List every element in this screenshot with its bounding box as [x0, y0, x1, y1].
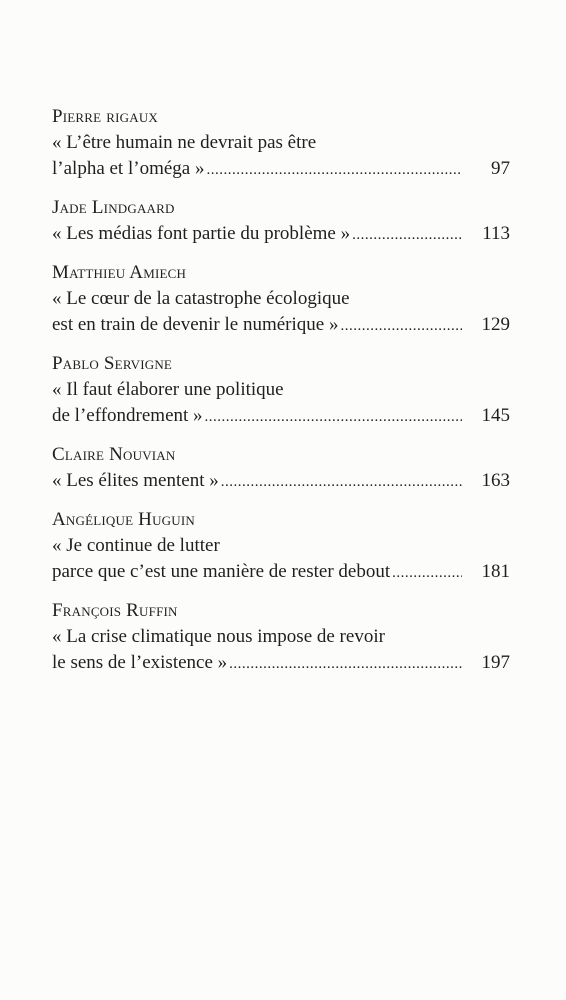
- toc-title-line: « Il faut élaborer une politique: [52, 379, 284, 400]
- toc-title-line: l’alpha et l’oméga »: [52, 158, 205, 179]
- dot-leader: [206, 157, 462, 183]
- dot-leader: [340, 313, 462, 339]
- dot-leader: [229, 651, 462, 677]
- dot-leader: [392, 560, 462, 586]
- toc-author: Claire Nouvian: [52, 444, 176, 465]
- toc-author: Pablo Servigne: [52, 353, 173, 374]
- toc-entry: [52, 507, 510, 586]
- toc-title-last-line: [52, 403, 510, 430]
- toc-author: François Ruffin: [52, 600, 178, 621]
- dot-leader: [221, 469, 462, 495]
- toc-page-number: 113: [482, 223, 510, 244]
- toc-title-line: « L’être humain ne devrait pas être: [52, 132, 317, 153]
- toc-page-number: 163: [481, 470, 510, 491]
- toc-title-line: de l’effondrement »: [52, 405, 203, 426]
- toc-page-number: 181: [481, 561, 510, 582]
- toc-author: Angélique Huguin: [52, 509, 195, 530]
- toc-title-line: parce que c’est une manière de rester debout: [52, 561, 391, 582]
- toc-author: Pierre rigaux: [52, 106, 159, 127]
- toc-entry: [52, 195, 510, 248]
- toc-title-last-line: [52, 221, 510, 248]
- toc-page-number: 97: [491, 158, 510, 179]
- toc-author: Jade Lindgaard: [52, 197, 175, 218]
- toc-page-number: 145: [481, 405, 510, 426]
- toc-title-line: le sens de l’existence »: [52, 652, 228, 673]
- toc-entry: [52, 351, 510, 430]
- dot-leader: [352, 222, 462, 248]
- table-of-contents: [52, 104, 510, 689]
- toc-entry: [52, 598, 510, 677]
- toc-title-last-line: [52, 559, 510, 586]
- toc-entry: [52, 260, 510, 339]
- toc-page-number: 129: [481, 314, 510, 335]
- toc-title-last-line: [52, 156, 510, 183]
- dot-leader: [205, 404, 462, 430]
- toc-title-line: « Le cœur de la catastrophe écologique: [52, 288, 350, 309]
- toc-title-line: est en train de devenir le numérique »: [52, 314, 339, 335]
- toc-author: Matthieu Amiech: [52, 262, 187, 283]
- toc-entry: [52, 442, 510, 495]
- toc-title-line: « La crise climatique nous impose de revoir: [52, 626, 385, 647]
- toc-title-last-line: [52, 312, 510, 339]
- toc-entry: [52, 104, 510, 183]
- toc-title-line: « Les élites mentent »: [52, 470, 219, 491]
- toc-page-number: 197: [481, 652, 510, 673]
- toc-title-line: « Les médias font partie du problème »: [52, 223, 351, 244]
- toc-title-last-line: [52, 650, 510, 677]
- toc-title-last-line: [52, 468, 510, 495]
- toc-title-line: « Je continue de lutter: [52, 535, 220, 556]
